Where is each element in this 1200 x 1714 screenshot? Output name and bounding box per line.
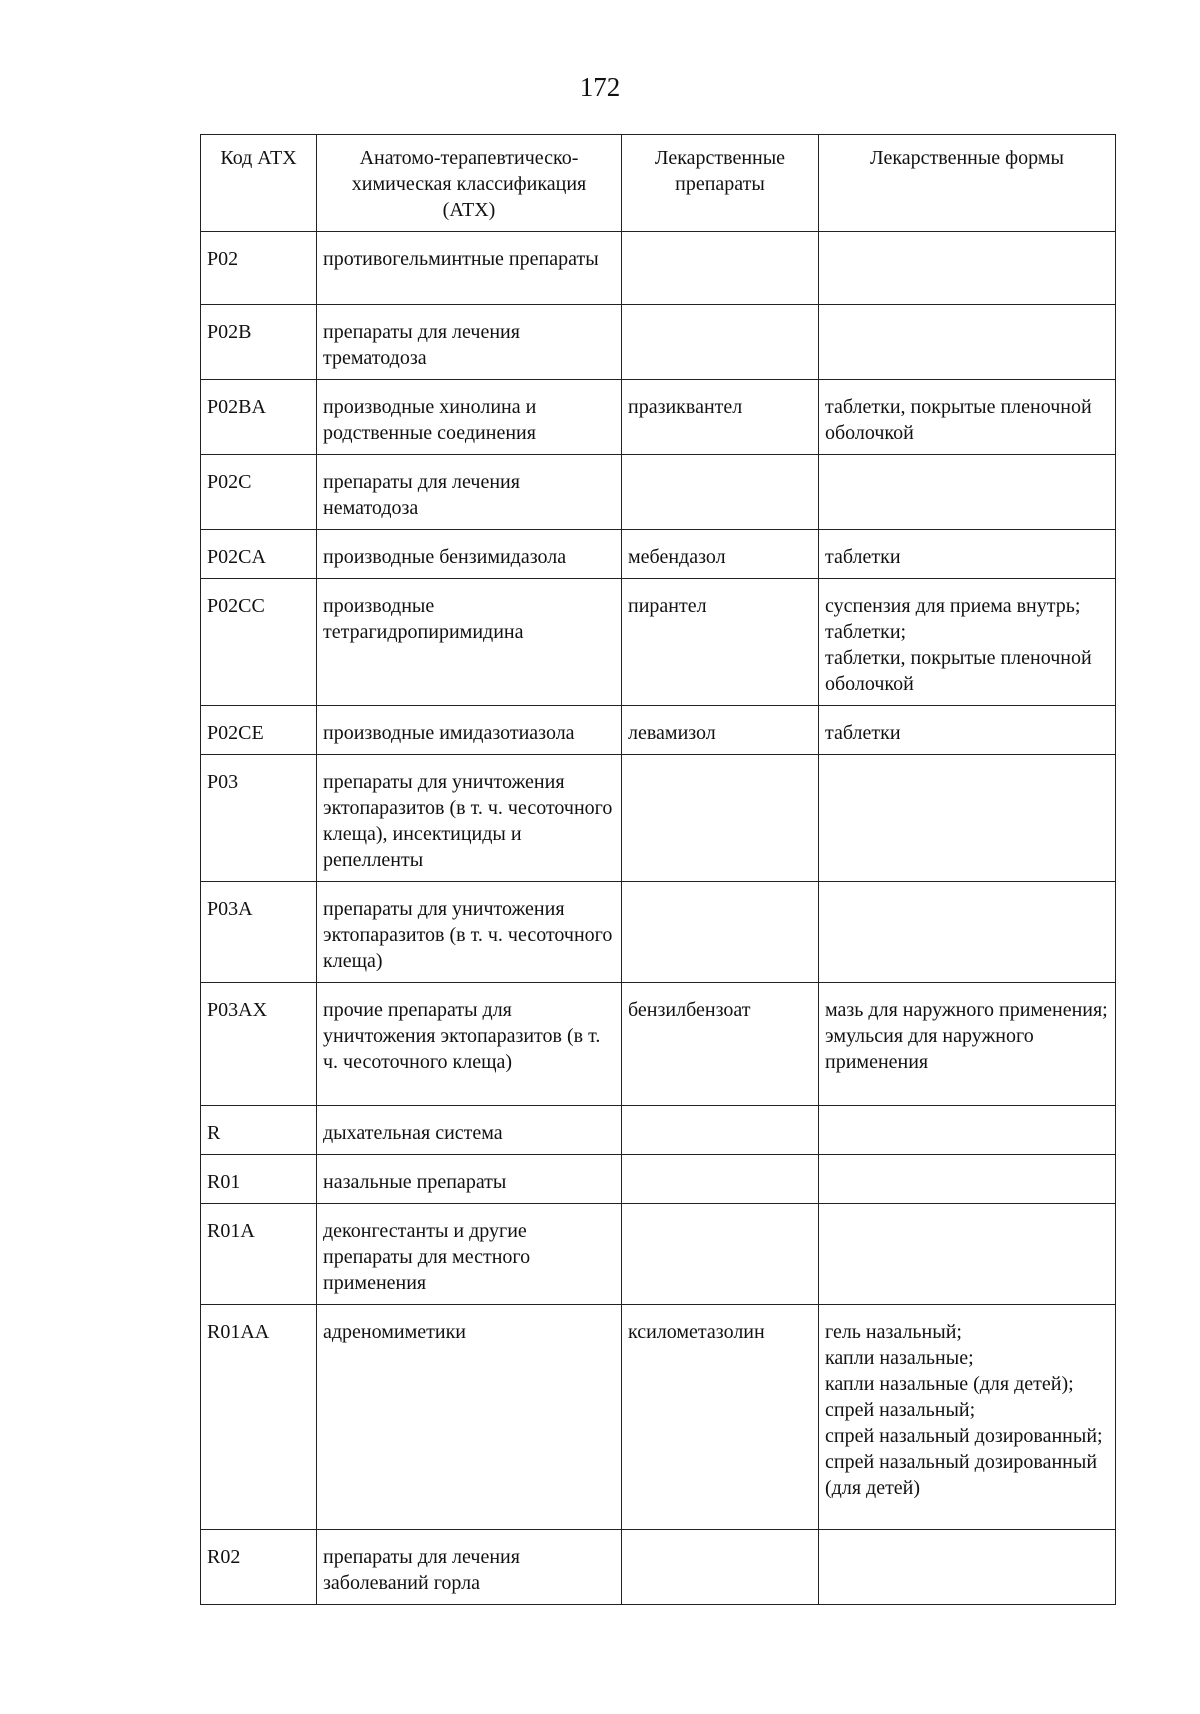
cell-classification: препараты для лечения нематодоза (317, 455, 622, 530)
cell-form (819, 305, 1116, 380)
cell-code: P02BA (201, 380, 317, 455)
header-code: Код АТХ (201, 135, 317, 232)
table-row (201, 882, 1116, 983)
table-row (201, 983, 1116, 1106)
cell-form (819, 882, 1116, 983)
cell-classification: дыхательная система (317, 1106, 622, 1155)
table-row (201, 1155, 1116, 1204)
cell-classification: назальные препараты (317, 1155, 622, 1204)
cell-form: таблетки (819, 706, 1116, 755)
cell-classification: противогельминтные препараты (317, 232, 622, 305)
cell-code: R01 (201, 1155, 317, 1204)
cell-classification: производные имидазотиазола (317, 706, 622, 755)
table-header-row (201, 135, 1116, 232)
cell-classification: препараты для уничтожения эктопаразитов (в т. ч. чесоточного клеща), инсектициды и репелленты (317, 755, 622, 882)
cell-drug (622, 755, 819, 882)
cell-classification: адреномиметики (317, 1305, 622, 1530)
cell-drug: бензилбензоат (622, 983, 819, 1106)
cell-form: суспензия для приема внутрь; таблетки; таблетки, покрытые пленочной оболочкой (819, 579, 1116, 706)
cell-code: P02B (201, 305, 317, 380)
cell-code: P02 (201, 232, 317, 305)
cell-drug (622, 1106, 819, 1155)
atx-table (200, 134, 1116, 1605)
cell-code: R01A (201, 1204, 317, 1305)
cell-form: гель назальный; капли назальные; капли назальные (для детей); спрей назальный; спрей назальный дозированный; спрей назальный дозированный (для детей) (819, 1305, 1116, 1530)
cell-code: P02CC (201, 579, 317, 706)
cell-code: R01AA (201, 1305, 317, 1530)
table-row (201, 1530, 1116, 1605)
cell-form: мазь для наружного применения; эмульсия для наружного применения (819, 983, 1116, 1106)
table-row (201, 232, 1116, 305)
cell-classification: препараты для лечения заболеваний горла (317, 1530, 622, 1605)
header-drugs: Лекарственные препараты (622, 135, 819, 232)
cell-form (819, 1204, 1116, 1305)
cell-form (819, 1106, 1116, 1155)
cell-form (819, 455, 1116, 530)
cell-code: R02 (201, 1530, 317, 1605)
table-row (201, 1106, 1116, 1155)
cell-form: таблетки, покрытые пленочной оболочкой (819, 380, 1116, 455)
header-classification: Анатомо-терапевтическо- химическая классификация (АТХ) (317, 135, 622, 232)
cell-code: P03A (201, 882, 317, 983)
cell-form: таблетки (819, 530, 1116, 579)
table-row (201, 579, 1116, 706)
cell-classification: препараты для лечения трематодоза (317, 305, 622, 380)
cell-drug: празиквантел (622, 380, 819, 455)
table-row (201, 1204, 1116, 1305)
cell-code: P02C (201, 455, 317, 530)
cell-form (819, 1155, 1116, 1204)
cell-drug: левамизол (622, 706, 819, 755)
cell-classification: деконгестанты и другие препараты для местного применения (317, 1204, 622, 1305)
cell-form (819, 232, 1116, 305)
table-row (201, 530, 1116, 579)
cell-classification: прочие препараты для уничтожения эктопаразитов (в т. ч. чесоточного клеща) (317, 983, 622, 1106)
cell-code: R (201, 1106, 317, 1155)
cell-form (819, 755, 1116, 882)
header-forms: Лекарственные формы (819, 135, 1116, 232)
cell-drug (622, 232, 819, 305)
cell-classification: производные хинолина и родственные соединения (317, 380, 622, 455)
table-row (201, 380, 1116, 455)
cell-classification: препараты для уничтожения эктопаразитов (в т. ч. чесоточного клеща) (317, 882, 622, 983)
cell-drug: ксилометазолин (622, 1305, 819, 1530)
cell-drug (622, 1204, 819, 1305)
cell-code: P03AX (201, 983, 317, 1106)
cell-drug (622, 305, 819, 380)
cell-drug: мебендазол (622, 530, 819, 579)
cell-drug (622, 1155, 819, 1204)
table-row (201, 305, 1116, 380)
cell-code: P02CE (201, 706, 317, 755)
cell-drug (622, 882, 819, 983)
table-row (201, 706, 1116, 755)
cell-form (819, 1530, 1116, 1605)
cell-drug (622, 455, 819, 530)
cell-classification: производные бензимидазола (317, 530, 622, 579)
cell-drug (622, 1530, 819, 1605)
table-row (201, 455, 1116, 530)
cell-classification: производные тетрагидропиримидина (317, 579, 622, 706)
table-row (201, 755, 1116, 882)
cell-code: P03 (201, 755, 317, 882)
cell-code: P02CA (201, 530, 317, 579)
cell-drug: пирантел (622, 579, 819, 706)
table-row (201, 1305, 1116, 1530)
page-number: 172 (579, 72, 621, 102)
